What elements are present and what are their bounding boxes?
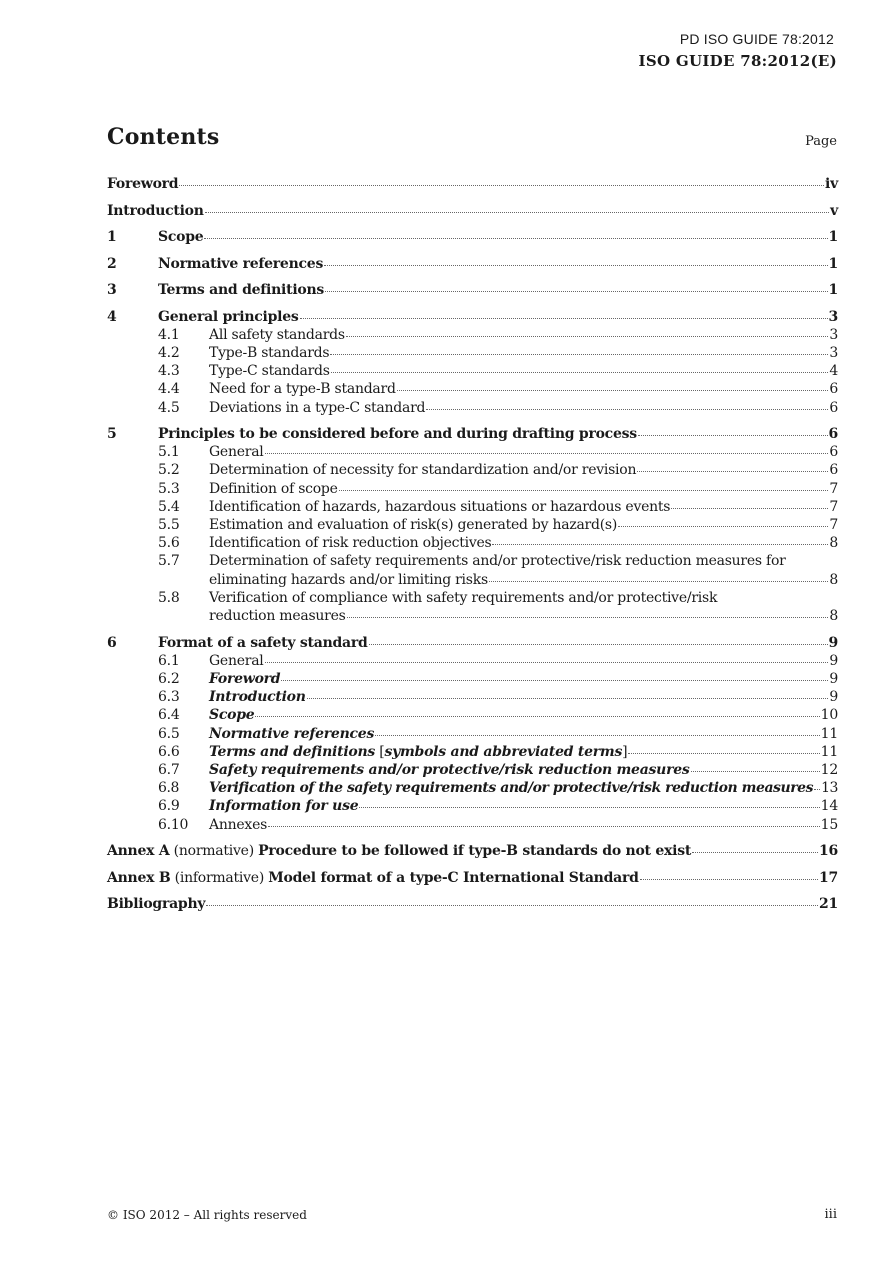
- toc-entry-text: General: [209, 444, 264, 461]
- toc-leader: [206, 904, 818, 906]
- toc-entry-text: Scope: [158, 229, 204, 245]
- copyright-notice: © ISO 2012 – All rights reserved: [107, 1208, 307, 1222]
- toc-page-number: 4: [829, 363, 838, 380]
- toc-leader: [489, 580, 828, 582]
- toc-entry-annex-b[interactable]: [107, 869, 838, 887]
- toc-entry-normative-references[interactable]: [107, 255, 838, 273]
- toc-subentry-5-7[interactable]: [107, 552, 838, 588]
- toc-entry-number: 4.2: [158, 344, 180, 361]
- toc-page-number: 7: [829, 480, 838, 497]
- toc-entry-text: Definition of scope: [209, 480, 338, 497]
- toc-subentry-5-2[interactable]: [107, 461, 838, 479]
- toc-page-number: 1: [828, 229, 838, 245]
- toc-entry-text: Terms and definitions: [158, 282, 325, 298]
- toc-page-number: 9: [829, 652, 838, 669]
- toc-entry-number: 6: [107, 634, 117, 651]
- toc-leader: [324, 264, 827, 266]
- toc-leader: [179, 184, 824, 186]
- toc-leader: [307, 697, 829, 699]
- toc-leader: [638, 434, 828, 436]
- toc-entry-number: 1: [107, 229, 117, 245]
- toc-page-number: 6: [828, 426, 838, 443]
- toc-entry-bibliography[interactable]: [107, 895, 838, 913]
- standard-id-header: ISO GUIDE 78:2012(E): [638, 52, 837, 70]
- toc-leader: [205, 211, 829, 213]
- toc-subentry-6-3[interactable]: [107, 688, 838, 706]
- toc-subentry-5-8[interactable]: [107, 589, 838, 625]
- toc-entry-text: Determination of necessity for standardization and/or revision: [209, 462, 637, 479]
- toc-subentry-4-2[interactable]: [107, 344, 838, 362]
- toc-page-number: 13: [821, 780, 838, 797]
- toc-entry-number: 2: [107, 255, 117, 272]
- toc-leader: [492, 543, 828, 545]
- toc-bracket-open: [: [375, 743, 385, 760]
- toc-leader: [618, 525, 828, 527]
- toc-leader: [375, 734, 820, 736]
- toc-entry-text-part-b: symbols and abbreviated terms: [384, 743, 623, 760]
- table-of-contents: [107, 175, 838, 913]
- toc-leader: [637, 470, 828, 472]
- toc-entry-terms-and-definitions[interactable]: [107, 281, 838, 299]
- toc-entry-number: 5.3: [158, 480, 180, 497]
- toc-entry-text-line1: Verification of compliance with safety requirements and/or protective/risk: [209, 589, 718, 606]
- toc-entry-number: 5.5: [158, 517, 180, 534]
- toc-page-number: 9: [829, 689, 838, 706]
- toc-entry-number: 6.6: [158, 743, 180, 760]
- page-column-label: Page: [805, 134, 837, 149]
- toc-entry-number: 6.5: [158, 725, 180, 742]
- toc-page-number: 7: [829, 498, 838, 515]
- toc-entry-scope[interactable]: [107, 228, 838, 246]
- toc-subentry-5-5[interactable]: [107, 516, 838, 534]
- toc-entry-format-of-safety-standard[interactable]: [107, 634, 838, 652]
- toc-leader: [691, 770, 820, 772]
- toc-entry-number: 3: [107, 282, 117, 298]
- toc-annex-type: (normative): [169, 843, 259, 860]
- toc-entry-number: 5.6: [158, 535, 180, 552]
- toc-entry-number: 4.1: [158, 326, 180, 343]
- toc-leader: [281, 679, 828, 681]
- toc-subentry-5-3[interactable]: [107, 480, 838, 498]
- toc-entry-text: Format of a safety standard: [158, 634, 368, 651]
- toc-entry-number: 6.8: [158, 780, 179, 797]
- toc-leader: [330, 353, 828, 355]
- page-number: iii: [824, 1207, 837, 1222]
- toc-page-number: 12: [820, 761, 838, 778]
- toc-leader: [346, 335, 829, 337]
- toc-page-number: 11: [820, 725, 838, 742]
- toc-page-number: 16: [819, 843, 838, 860]
- toc-entry-text: Normative references: [158, 255, 324, 272]
- toc-page-number: 10: [820, 707, 838, 724]
- toc-entry-text: [209, 743, 627, 761]
- toc-entry-text: Foreword: [107, 176, 179, 192]
- toc-page-number: 6: [829, 462, 838, 479]
- toc-entry-text: Type-C standards: [209, 363, 330, 380]
- toc-annex-type: (informative): [170, 869, 269, 886]
- toc-entry-text: Deviations in a type-C standard: [209, 399, 426, 416]
- toc-page-number: 1: [828, 282, 838, 298]
- toc-leader: [628, 752, 819, 754]
- toc-entry-text: Identification of hazards, hazardous situations or hazardous events: [209, 498, 671, 515]
- toc-entry-text: Information for use: [209, 798, 359, 815]
- toc-subentry-4-4[interactable]: [107, 380, 838, 398]
- toc-page-number: 17: [819, 869, 838, 886]
- toc-page-number: v: [830, 202, 838, 219]
- toc-entry-number: 5.2: [158, 462, 180, 479]
- toc-annex-title: Procedure to be followed if type-B standards do not exist: [258, 843, 692, 860]
- toc-leader: [397, 389, 829, 391]
- toc-entry-number: 5: [107, 426, 117, 443]
- toc-entry-text: General principles: [158, 308, 299, 325]
- toc-annex-label: Annex B: [107, 869, 171, 886]
- toc-entry-drafting-principles[interactable]: [107, 425, 838, 443]
- toc-page-number: 8: [829, 608, 838, 625]
- toc-entry-number: 4.5: [158, 399, 180, 416]
- toc-page-number: 9: [829, 670, 838, 687]
- toc-entry-text: Introduction: [107, 202, 204, 219]
- toc-page-number: 6: [829, 399, 838, 416]
- toc-leader: [339, 489, 829, 491]
- toc-entry-text-line2: eliminating hazards and/or limiting risks: [209, 571, 488, 588]
- toc-entry-number: 4: [107, 308, 117, 325]
- toc-leader: [331, 371, 829, 373]
- toc-entry-number: 6.3: [158, 689, 180, 706]
- document-id-header: PD ISO GUIDE 78:2012: [679, 31, 834, 47]
- toc-leader: [300, 317, 828, 319]
- toc-entry-text: [107, 869, 639, 887]
- toc-entry-text: All safety standards: [209, 326, 345, 343]
- toc-page-number: 7: [829, 517, 838, 534]
- toc-entry-text: Bibliography: [107, 896, 206, 913]
- toc-leader: [265, 452, 829, 454]
- page-title: Contents: [107, 124, 220, 150]
- toc-leader: [255, 715, 819, 717]
- toc-page-number: 6: [829, 381, 838, 398]
- toc-leader: [640, 878, 818, 880]
- toc-entry-number: 4.4: [158, 381, 180, 398]
- toc-entry-number: 6.1: [158, 652, 180, 669]
- toc-entry-text-part-a: Terms and definitions: [209, 743, 376, 760]
- toc-page-number: 15: [820, 816, 838, 833]
- toc-leader: [692, 851, 818, 853]
- toc-entry-text: Scope: [209, 707, 255, 724]
- toc-entry-number: 5.4: [158, 498, 180, 515]
- toc-entry-text: Introduction: [209, 689, 306, 706]
- toc-entry-annex-a[interactable]: [107, 842, 838, 860]
- toc-entry-text: Normative references: [209, 725, 375, 742]
- toc-entry-number: 5.7: [158, 553, 180, 570]
- toc-entry-text: Type-B standards: [209, 344, 330, 361]
- toc-page-number: 8: [829, 571, 838, 588]
- toc-subentry-6-4[interactable]: [107, 706, 838, 724]
- toc-entry-text-line1: Determination of safety requirements and/or protective/risk reduction measures for: [209, 553, 786, 570]
- toc-page-number: 14: [820, 798, 838, 815]
- toc-entry-number: 6.7: [158, 761, 180, 778]
- toc-subentry-6-9[interactable]: [107, 797, 838, 815]
- toc-page-number: 8: [829, 535, 838, 552]
- toc-subentry-6-6[interactable]: [107, 743, 838, 761]
- toc-entry-text: Principles to be considered before and during drafting process: [158, 426, 637, 443]
- toc-entry-text: Estimation and evaluation of risk(s) generated by hazard(s): [209, 517, 618, 534]
- toc-subentry-4-3[interactable]: [107, 362, 838, 380]
- toc-entry-text: Need for a type-B standard: [209, 381, 396, 398]
- toc-page-number: 21: [819, 896, 838, 913]
- toc-subentry-6-1[interactable]: [107, 652, 838, 670]
- toc-bracket-close: ]: [622, 743, 628, 760]
- toc-leader: [369, 643, 828, 645]
- toc-subentry-6-2[interactable]: [107, 670, 838, 688]
- toc-entry-number: 6.9: [158, 798, 180, 815]
- toc-entry-number: 6.4: [158, 707, 180, 724]
- toc-leader: [347, 616, 829, 618]
- toc-leader: [325, 290, 827, 292]
- toc-subentry-6-8[interactable]: [107, 779, 838, 797]
- toc-subentry-5-4[interactable]: [107, 498, 838, 516]
- toc-annex-label: Annex A: [107, 843, 170, 860]
- toc-subentry-5-6[interactable]: [107, 534, 838, 552]
- toc-entry-number: 6.2: [158, 670, 180, 687]
- toc-leader: [204, 237, 827, 239]
- toc-entry-text: General: [209, 652, 264, 669]
- toc-entry-foreword[interactable]: [107, 175, 838, 193]
- toc-subentry-5-1[interactable]: [107, 443, 838, 461]
- toc-leader: [265, 661, 829, 663]
- toc-page-number: iv: [825, 176, 838, 192]
- toc-leader: [268, 825, 820, 827]
- toc-entry-number: 5.8: [158, 589, 180, 606]
- toc-entry-text: Annexes: [209, 816, 268, 833]
- toc-annex-title: Model format of a type-C International Standard: [268, 869, 639, 886]
- toc-subentry-6-5[interactable]: [107, 725, 838, 743]
- toc-page-number: 3: [828, 308, 838, 325]
- toc-subentry-6-10[interactable]: [107, 816, 838, 834]
- toc-entry-text: Verification of the safety requirements and/or protective/risk reduction measures: [209, 780, 814, 797]
- toc-subentry-6-7[interactable]: [107, 761, 838, 779]
- toc-entry-number: 6.10: [158, 816, 189, 833]
- toc-entry-text: Identification of risk reduction objectives: [209, 535, 492, 552]
- toc-page-number: 1: [828, 255, 838, 272]
- toc-leader: [814, 788, 820, 790]
- toc-page-number: 11: [820, 743, 838, 760]
- toc-page-number: 9: [828, 634, 838, 651]
- toc-entry-introduction[interactable]: [107, 202, 838, 220]
- toc-entry-text: Foreword: [209, 670, 281, 687]
- toc-subentry-4-1[interactable]: [107, 326, 838, 344]
- toc-entry-number: 5.1: [158, 444, 180, 461]
- toc-leader: [426, 408, 828, 410]
- toc-leader: [359, 806, 819, 808]
- toc-page-number: 6: [829, 444, 838, 461]
- toc-entry-number: 4.3: [158, 363, 180, 380]
- toc-entry-text: [107, 842, 691, 860]
- toc-page-number: 3: [829, 326, 838, 343]
- toc-entry-text: Safety requirements and/or protective/risk reduction measures: [209, 761, 690, 778]
- toc-entry-text-line2: reduction measures: [209, 608, 346, 625]
- toc-page-number: 3: [829, 344, 838, 361]
- toc-entry-general-principles[interactable]: [107, 308, 838, 326]
- toc-subentry-4-5[interactable]: [107, 399, 838, 417]
- toc-leader: [671, 507, 828, 509]
